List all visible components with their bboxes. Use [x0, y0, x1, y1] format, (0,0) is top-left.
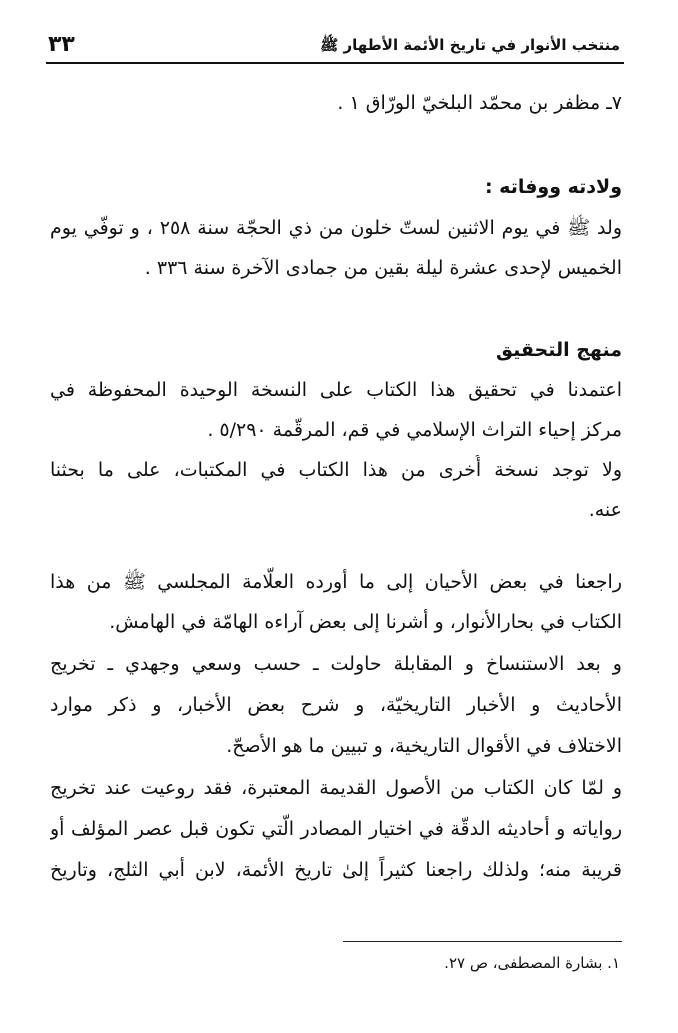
- section-heading-methodology: منهج التحقيق: [495, 339, 622, 361]
- paragraph-line: قريبة منه؛ ولذلك راجعنا كثيراً إلىٰ تاريخ الأئمة، لابن أبي الثلج، وتاريخ: [50, 859, 622, 881]
- paragraph-line: و لمّا كان الكتاب من الأصول القديمة المعتبرة، فقد روعيت عند تخريج: [50, 777, 622, 799]
- paragraph-line: الخميس لإحدى عشرة ليلة بقين من جمادى الآخرة سنة ٣٣٦ .: [144, 257, 622, 279]
- paragraph-line: راجعنا في بعض الأحيان إلى ما أورده العلّامة المجلسي ﷺ من هذا: [50, 571, 622, 593]
- paragraph-line: مركز إحياء التراث الإسلامي في قم، المرقّمة ٥/٢٩٠ .: [207, 419, 622, 441]
- header-rule: [46, 62, 624, 64]
- footnote: ١. بشارة المصطفى، ص ٢٧.: [444, 954, 620, 972]
- running-header-title: منتخب الأنوار في تاريخ الأئمة الأطهار ﷺ: [320, 36, 620, 54]
- paragraph-line: اعتمدنا في تحقيق هذا الكتاب على النسخة الوحيدة المحفوظة في: [50, 379, 622, 401]
- paragraph-line: الاختلاف في الأقوال التاريخية، و تبيين ما هو الأصحّ.: [226, 735, 622, 757]
- footnote-rule: [343, 941, 622, 942]
- section-heading-birth-death: ولادته ووفاته :: [484, 176, 622, 198]
- paragraph-line: عنه.: [588, 499, 622, 521]
- list-item-7: ٧ـ مظفر بن محمّد البلخيّ الورّاق ١ .: [337, 92, 622, 114]
- paragraph-line: ولا توجد نسخة أُخرى من هذا الكتاب في المكتبات، على ما بحثنا: [50, 459, 622, 481]
- paragraph-line: الأحاديث و الأخبار التاريخيّة، و شرح بعض الأخبار، و ذكر موارد: [50, 694, 622, 716]
- page-number: ٣٣: [48, 32, 75, 57]
- paragraph-line: الكتاب في بحارالأنوار، و أشرنا إلى بعض آراءه الهامّة في الهامش.: [109, 611, 622, 633]
- paragraph-line: ولد ﷺ في يوم الاثنين لستّ خلون من ذي الحجّة سنة ٢٥٨ ، و توفّي يوم: [50, 217, 622, 239]
- paragraph-line: و بعد الاستنساخ و المقابلة حاولت ـ حسب وسعي وجهدي ـ تخريج: [50, 653, 622, 675]
- paragraph-line: رواياته و أحاديثه الدقّة في اختيار المصادر الّتي تكون قبل عصر المؤلف أو: [50, 818, 622, 840]
